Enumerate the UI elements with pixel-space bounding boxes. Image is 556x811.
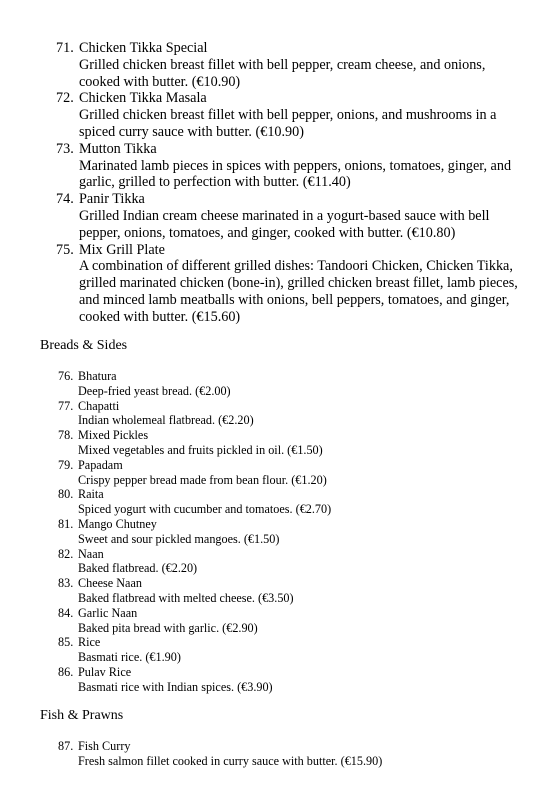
item-number: 81. <box>58 516 74 531</box>
breads-sides-list <box>0 369 556 695</box>
item-number: 87. <box>58 739 74 753</box>
item-description: Basmati rice with Indian spices. (€3.90) <box>78 679 273 694</box>
item-description: Basmati rice. (€1.90) <box>78 650 181 665</box>
item-name: Bhatura <box>78 369 117 383</box>
item-description: Mixed vegetables and fruits pickled in oil. (€1.50) <box>78 442 323 457</box>
item-description: Sweet and sour pickled mangoes. (€1.50) <box>78 531 280 546</box>
list-item <box>0 576 556 606</box>
item-description: Grilled Indian cream cheese marinated in a yogurt-based sauce with bell pepper, onions, tomatoes, and ginger, cooked with butter. (€10.80) <box>79 207 490 241</box>
item-name: Pulav Rice <box>78 664 132 679</box>
item-name: Garlic Naan <box>78 605 138 620</box>
item-description: Baked flatbread with melted cheese. (€3.50) <box>78 590 294 605</box>
item-number: 78. <box>58 428 74 443</box>
list-item <box>0 40 556 90</box>
item-description: Spiced yogurt with cucumber and tomatoes. (€2.70) <box>78 502 332 517</box>
list-item <box>0 369 556 399</box>
item-number: 73. <box>56 140 74 157</box>
list-item <box>0 90 556 140</box>
item-number: 79. <box>58 457 74 472</box>
item-name: Mix Grill Plate <box>79 241 165 258</box>
list-item <box>0 141 556 191</box>
list-item <box>0 242 556 326</box>
item-number: 72. <box>56 90 74 107</box>
item-description: Baked flatbread. (€2.20) <box>78 561 198 576</box>
list-item <box>0 487 556 517</box>
item-name: Panir Tikka <box>79 191 145 208</box>
list-item <box>0 399 556 429</box>
item-description: A combination of different grilled dishes: Tandoori Chicken, Chicken Tikka, grilled marinated chicken (bone-in), grilled chicken breast fillet, lamb pieces, and minced lamb meatballs with onions, bell peppers, tomatoes, and ginger, cooked with butter. (€15.60) <box>79 258 518 325</box>
item-name: Cheese Naan <box>78 576 142 591</box>
list-item <box>0 547 556 577</box>
item-name: Mutton Tikka <box>79 140 157 157</box>
item-description: Marinated lamb pieces in spices with peppers, onions, tomatoes, ginger, and garlic, grilled to perfection with butter. (€11.40) <box>79 157 512 191</box>
list-item <box>0 665 556 695</box>
item-number: 77. <box>58 398 74 413</box>
item-description: Deep-fried yeast bread. (€2.00) <box>78 383 231 398</box>
item-description: Fresh salmon fillet cooked in curry sauce with butter. (€15.90) <box>78 753 383 768</box>
list-item <box>0 428 556 458</box>
item-name: Chicken Tikka Special <box>79 40 208 56</box>
list-item <box>0 739 556 769</box>
item-number: 76. <box>58 369 74 383</box>
item-number: 75. <box>56 241 74 258</box>
item-description: Baked pita bread with garlic. (€2.90) <box>78 620 258 635</box>
section-heading-breads: Breads & Sides <box>40 338 128 353</box>
item-name: Chicken Tikka Masala <box>79 90 207 107</box>
item-name: Rice <box>78 635 101 650</box>
item-description: Grilled chicken breast fillet with bell pepper, cream cheese, and onions, cooked with butter. (€10.90) <box>79 56 486 90</box>
item-number: 86. <box>58 664 74 679</box>
item-name: Papadam <box>78 457 123 472</box>
list-item <box>0 606 556 636</box>
item-number: 74. <box>56 191 74 208</box>
item-name: Chapatti <box>78 398 120 413</box>
item-number: 83. <box>58 576 74 591</box>
item-number: 84. <box>58 605 74 620</box>
item-description: Crispy pepper bread made from bean flour. (€1.20) <box>78 472 327 487</box>
list-item <box>0 517 556 547</box>
item-name: Mixed Pickles <box>78 428 149 443</box>
list-item <box>0 458 556 488</box>
item-number: 82. <box>58 546 74 561</box>
list-item <box>0 635 556 665</box>
fish-prawns-list <box>0 739 556 769</box>
item-number: 85. <box>58 635 74 650</box>
item-number: 71. <box>56 40 74 56</box>
item-name: Raita <box>78 487 104 502</box>
item-number: 80. <box>58 487 74 502</box>
section-heading-fish: Fish & Prawns <box>40 708 124 723</box>
item-description: Grilled chicken breast fillet with bell pepper, onions, and mushrooms in a spiced curry sauce with butter. (€10.90) <box>79 107 497 140</box>
item-description: Indian wholemeal flatbread. (€2.20) <box>78 413 254 428</box>
grill-menu-list <box>0 40 556 326</box>
item-name: Naan <box>78 546 104 561</box>
item-name: Fish Curry <box>78 739 131 753</box>
item-name: Mango Chutney <box>78 516 157 531</box>
list-item <box>0 191 556 241</box>
